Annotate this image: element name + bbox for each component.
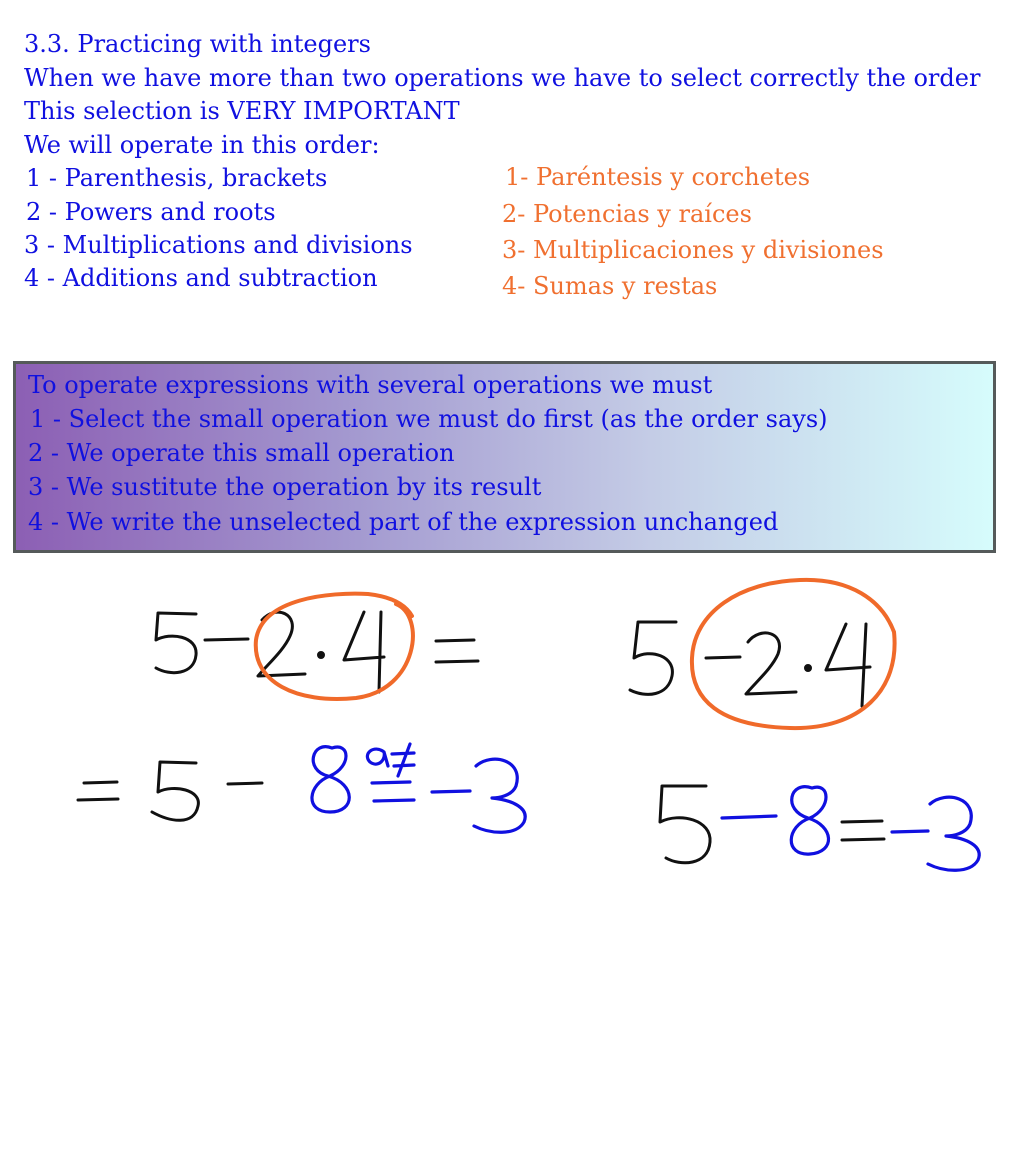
- order-es-1: 1- Paréntesis y corchetes: [505, 163, 811, 191]
- order-en-2: 2 - Powers and roots: [26, 198, 276, 226]
- order-es-3: 3- Multiplicaciones y divisiones: [502, 236, 884, 264]
- hw-left-line1: [156, 612, 478, 692]
- hw-right-line2: [660, 786, 979, 870]
- hw-right-line1: [630, 622, 870, 706]
- procedure-step-2: 2 - We operate this small operation: [28, 439, 455, 467]
- procedure-step-4: 4 - We write the unselected part of the expression unchanged: [28, 508, 779, 536]
- order-es-2: 2- Potencias y raíces: [502, 200, 752, 228]
- hw-left-line2-text: [0, 0, 1, 1]
- section-title: 3.3. Practicing with integers: [24, 30, 371, 58]
- intro-line-3: We will operate in this order:: [24, 131, 380, 159]
- order-en-1: 1 - Parenthesis, brackets: [26, 164, 328, 192]
- order-en-3: 3 - Multiplications and divisions: [24, 231, 413, 259]
- procedure-intro: To operate expressions with several operations we must: [28, 371, 713, 399]
- hw-left-line1-text: [0, 0, 1, 1]
- procedure-step-1: 1 - Select the small operation we must do first (as the order says): [30, 405, 828, 433]
- hw-left-line2: [78, 744, 525, 832]
- hw-right-line1-text: [0, 0, 1, 1]
- hw-left-circle: [256, 594, 413, 699]
- order-es-4: 4- Sumas y restas: [502, 272, 718, 300]
- hw-note-text: [0, 0, 1, 1]
- hw-right-line2-text: [0, 0, 1, 1]
- handwritten-examples: [0, 560, 1024, 890]
- intro-line-1: When we have more than two operations we have to select correctly the order: [24, 64, 981, 92]
- procedure-step-3: 3 - We sustitute the operation by its result: [28, 473, 542, 501]
- intro-line-2: This selection is VERY IMPORTANT: [24, 97, 460, 125]
- order-en-4: 4 - Additions and subtraction: [24, 264, 378, 292]
- procedure-box: [13, 361, 996, 553]
